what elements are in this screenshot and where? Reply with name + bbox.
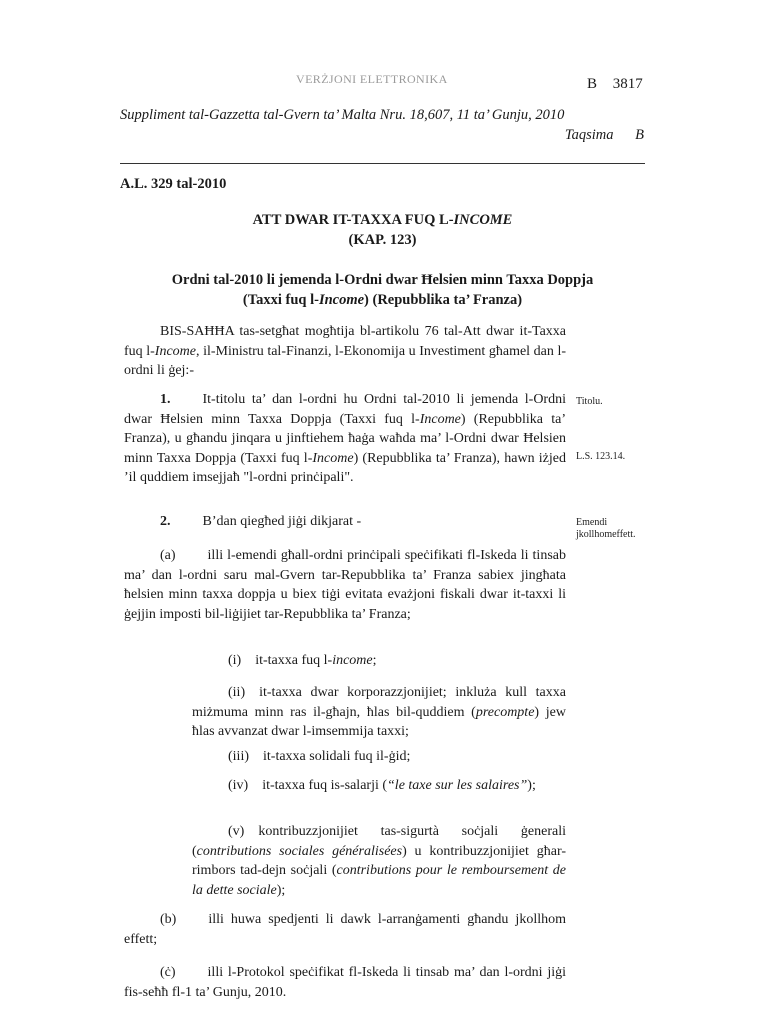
paragraph-a-text: illi l-emendi għall-ordni prinċipali speċifikati fl-Iskeda li tinsab ma’ dan l-ordni saru mal-Gvern tar-Repubblika ta’ Franza sabiex jingħata ħelsien minn taxxa doppja u biex tiġi evitata evażjoni fiskali dwar it-taxxi li ġejjin imposti bil-liġijiet tar-Repubblika ta’ Franza; bbox=[124, 548, 566, 622]
act-title-prefix: ATT DWAR IT-TAXXA FUQ L- bbox=[252, 212, 454, 228]
section-label bbox=[565, 127, 644, 144]
item-v-italic-2: contributions pour le remboursement de la dette sociale bbox=[192, 863, 566, 898]
electronic-version-label: VERŻJONI ELETTRONIKA bbox=[296, 72, 448, 86]
item-v-label: (v) bbox=[228, 824, 245, 839]
article-2-number: 2. bbox=[160, 514, 171, 529]
article-1-text-c: ) (Repubblika ta’ Franza), hawn iżjed ’il quddiem imsejjaħ "l-ordni prinċipali". bbox=[124, 450, 566, 485]
item-v bbox=[192, 822, 566, 900]
article-1-text-a: It-titolu ta’ dan l-ordni hu Ordni tal-2010 li jemenda l-Ordni dwar Ħelsien minn Taxxa Doppja (Taxxi fuq l- bbox=[124, 392, 566, 427]
article-1-text-b: ) (Repubblika ta’ Franza), u għandu jinqara u jinftiehem ħaġa waħda ma’ l-Ordni dwar Ħelsien minn Taxxa Doppja (Taxxi fuq l- bbox=[124, 411, 566, 466]
item-i-text-a: it-taxxa fuq l- bbox=[255, 653, 333, 668]
page-number-value: 3817 bbox=[612, 76, 643, 92]
margin-note-amendments-line2: jkollhomeffett. bbox=[576, 529, 636, 540]
preamble-text-a: BIS-SAĦĦA tas-setgħat mogħtija bl-artikolu 76 tal-Att dwar it-Taxxa fuq l- bbox=[124, 324, 566, 359]
item-iv-text-a: it-taxxa fuq is-salarji ( bbox=[262, 778, 388, 793]
paragraph-b-text: illi huwa spedjenti li dawk l-arranġamenti għandu jkollhom effett; bbox=[124, 912, 566, 947]
margin-note-amendments bbox=[576, 517, 636, 541]
preamble-text-b: , il-Ministru tal-Finanzi, l-Ekonomija u Investiment għamel dan l-ordni li ġej:- bbox=[124, 343, 566, 378]
order-title-line1: Ordni tal-2010 li jemenda l-Ordni dwar Ħelsien minn Taxxa Doppja bbox=[171, 272, 594, 288]
article-1 bbox=[124, 390, 566, 488]
legal-notice-number: A.L. 329 tal-2010 bbox=[120, 176, 227, 192]
paragraph-c-label: (ċ) bbox=[160, 965, 176, 980]
paragraph-a bbox=[124, 546, 566, 624]
order-title bbox=[120, 270, 645, 310]
section-word: Taqsima bbox=[564, 127, 614, 143]
margin-note-legal-source: L.S. 123.14. bbox=[576, 451, 626, 462]
item-iv-label: (iv) bbox=[228, 778, 249, 793]
item-v-italic-1: contributions sociales généralisées bbox=[196, 843, 403, 859]
page-series: B bbox=[587, 76, 598, 92]
paragraph-a-label: (a) bbox=[160, 548, 176, 563]
section-letter: B bbox=[635, 127, 644, 143]
order-title-line2a: (Taxxi fuq l- bbox=[242, 292, 319, 308]
article-1-number: 1. bbox=[160, 392, 171, 407]
paragraph-b bbox=[124, 910, 566, 949]
item-iii-text: it-taxxa solidali fuq il-ġid; bbox=[263, 749, 411, 764]
margin-note-amendments-line1: Emendi bbox=[576, 517, 608, 528]
header-divider bbox=[120, 163, 645, 164]
item-i-text-b: ; bbox=[372, 653, 377, 668]
item-iii bbox=[192, 747, 566, 767]
preamble-paragraph bbox=[124, 322, 566, 381]
item-v-text-b: ) u kontribuzzjonijiet għar-rimbors tad-dejn soċjali ( bbox=[192, 843, 566, 878]
act-title bbox=[120, 212, 645, 229]
supplement-line: Suppliment tal-Gazzetta tal-Gvern ta’ Malta Nru. 18,607, 11 ta’ Gunju, 2010 bbox=[120, 107, 565, 123]
order-title-italic: Income bbox=[318, 292, 365, 308]
act-chapter: (KAP. 123) bbox=[348, 232, 417, 248]
article-2 bbox=[124, 512, 566, 532]
article-1-italic-2: Income bbox=[312, 450, 354, 466]
item-i-label: (i) bbox=[228, 653, 242, 668]
paragraph-c bbox=[124, 963, 566, 1002]
item-i-italic: income bbox=[332, 653, 373, 668]
item-ii-italic: precompte bbox=[475, 704, 535, 720]
article-1-italic-1: Income bbox=[419, 411, 461, 427]
margin-note-title: Titolu. bbox=[576, 396, 603, 407]
paragraph-c-text: illi l-Protokol speċifikat fl-Iskeda li tinsab ma’ dan l-ordni jiġi fis-seħħ fl-1 ta’ Gunju, 2010. bbox=[124, 965, 566, 1000]
item-v-text-a: kontribuzzjonijiet tas-sigurtà soċjali ġenerali ( bbox=[192, 824, 566, 859]
order-title-line2b: ) (Repubblika ta’ Franza) bbox=[364, 292, 523, 308]
page-number bbox=[587, 76, 643, 93]
item-iv-text-b: ); bbox=[527, 778, 536, 793]
item-ii-text-b: ) jew ħlas avvanzat dwar l-imsemmija taxxi; bbox=[192, 704, 566, 739]
paragraph-b-label: (b) bbox=[160, 912, 177, 927]
preamble-italic: Income bbox=[154, 343, 196, 359]
item-i bbox=[192, 651, 566, 671]
item-iv bbox=[192, 776, 566, 796]
article-2-text: B’dan qiegħed jiġi dikjarat - bbox=[202, 514, 362, 529]
item-iv-italic: “le taxe sur les salaires” bbox=[387, 778, 528, 793]
item-ii-text-a: it-taxxa dwar korporazzjonijiet; inkluża kull taxxa miżmuma minn ras il-għajn, ħlas bil-quddiem ( bbox=[192, 685, 566, 720]
item-v-text-c: ); bbox=[276, 882, 286, 898]
item-ii bbox=[192, 683, 566, 742]
act-title-italic: INCOME bbox=[453, 212, 513, 228]
item-ii-label: (ii) bbox=[228, 685, 246, 700]
item-iii-label: (iii) bbox=[228, 749, 249, 764]
